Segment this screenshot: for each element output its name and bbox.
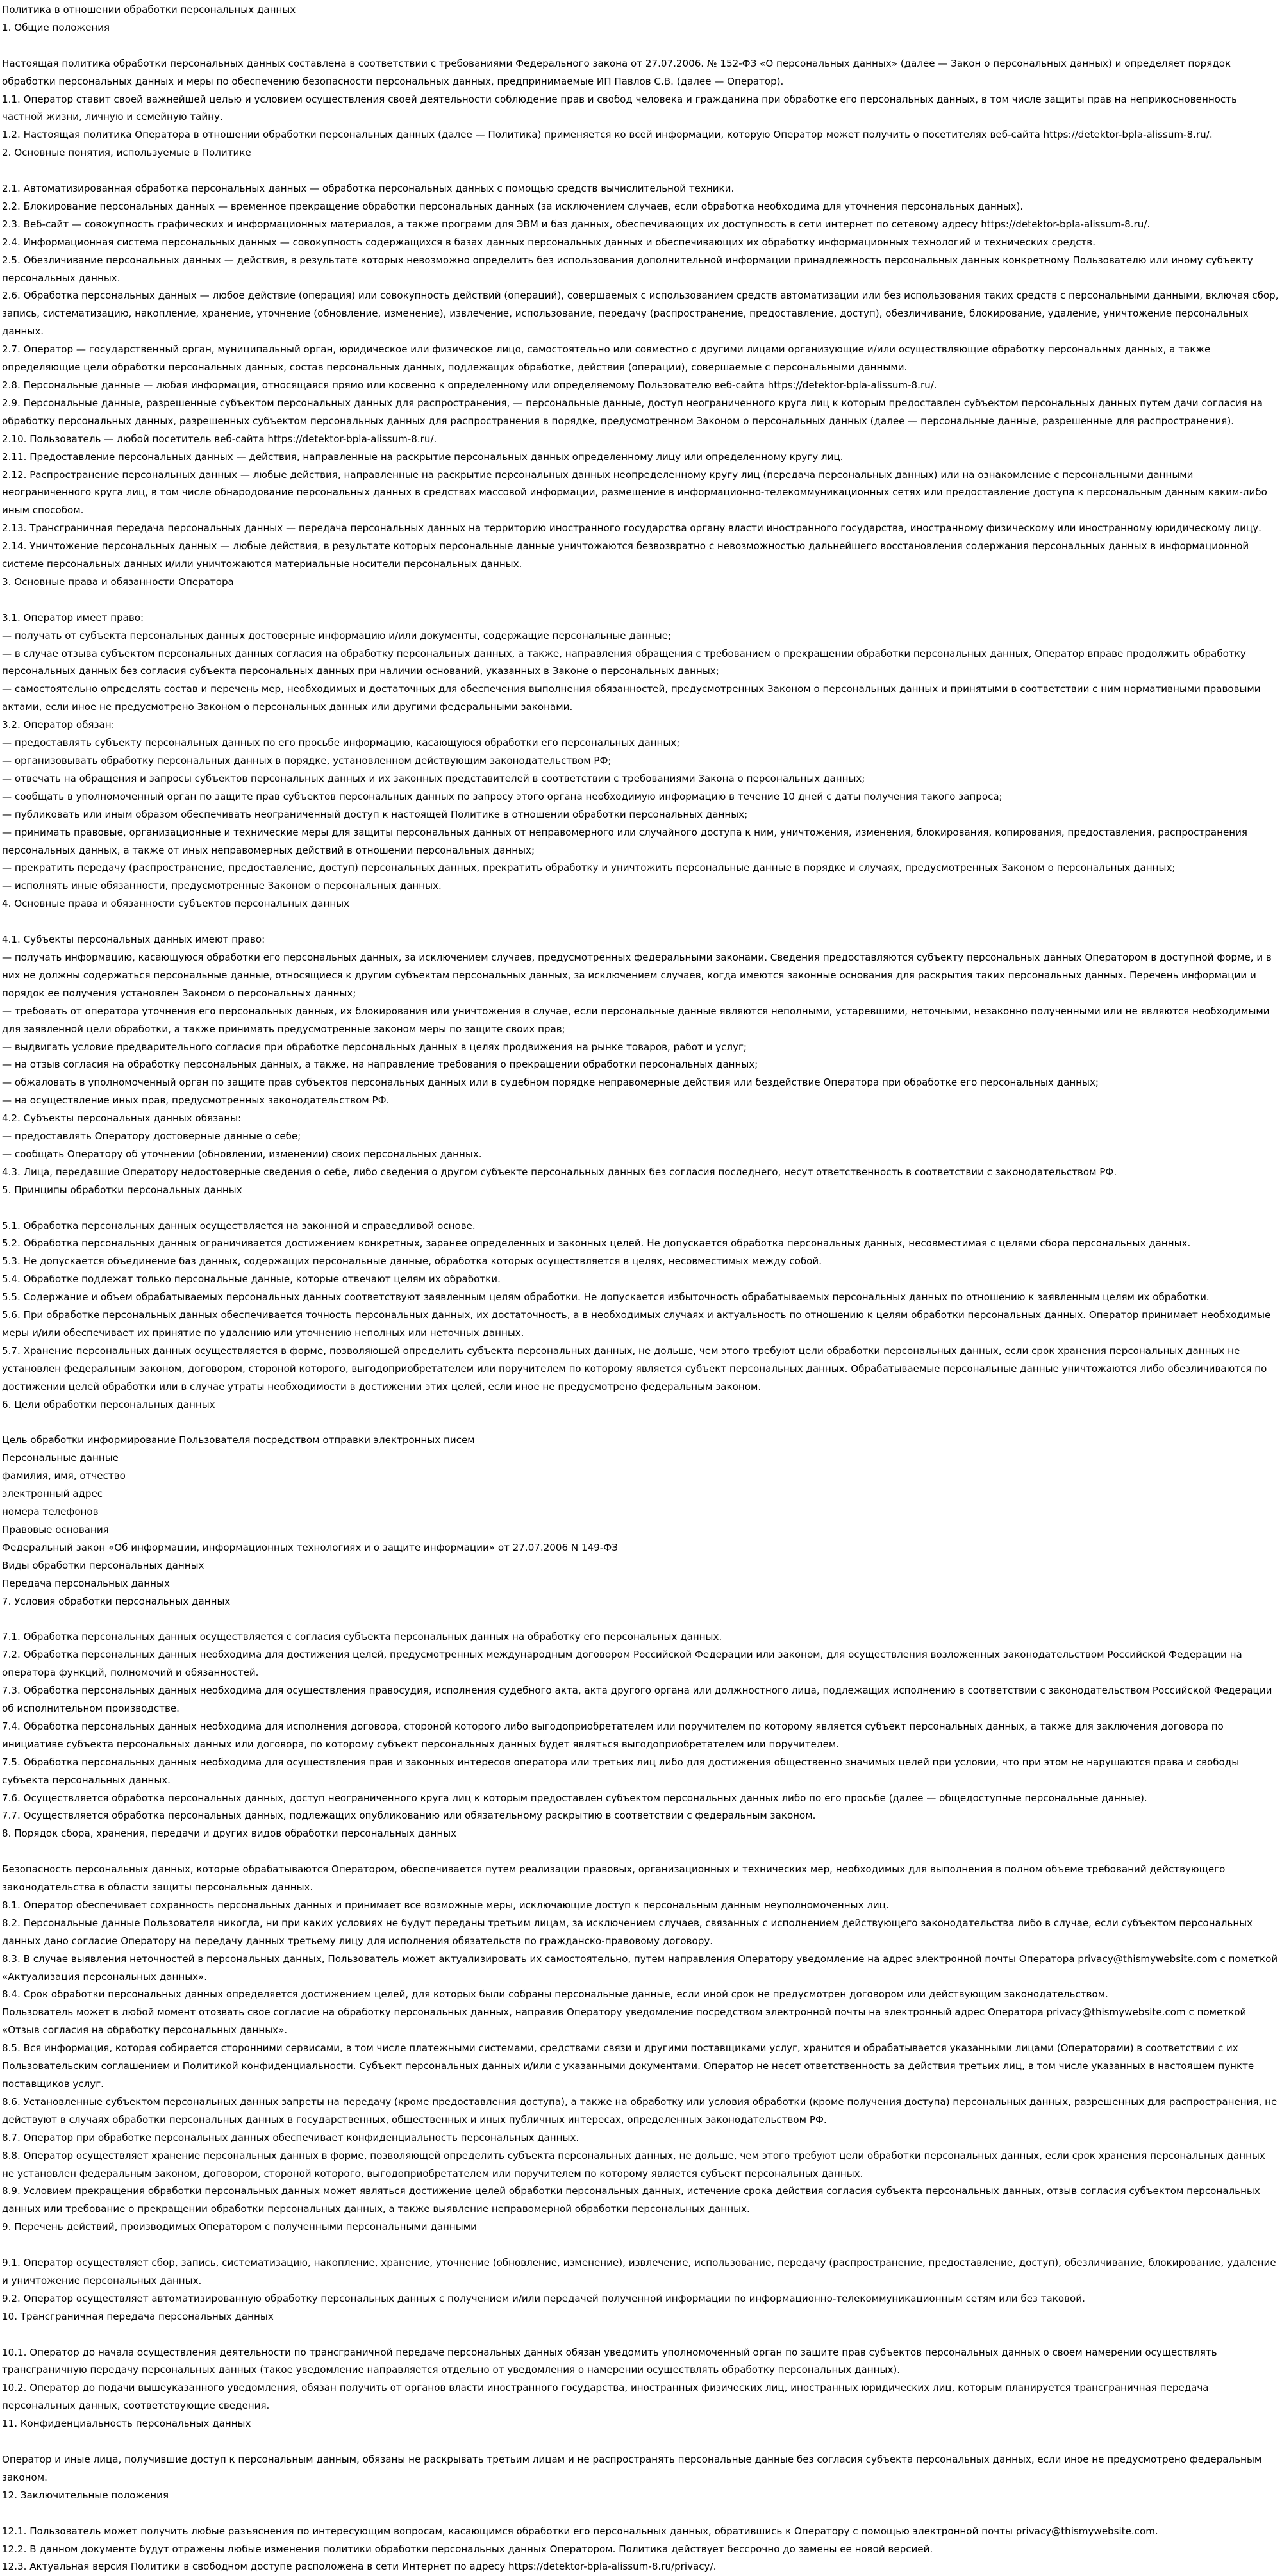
text-line: — сообщать в уполномоченный орган по защите прав субъектов персональных данных по запросу этого органа необходимую информацию в течение 10 дней с даты получения такого запроса; [2, 790, 1003, 802]
text-line: — отвечать на обращения и запросы субъектов персональных данных и их законных представителей в соответствии с требованиями Закона о персональных данных; [2, 772, 865, 784]
text-line: 7.2. Обработка персональных данных необходима для достижения целей, предусмотренных международным договором Российской Федерации или законом, для осуществления возложенных законодательством Российской Федерации на оператора функций, полномочий и обязанностей. [2, 1649, 1242, 1679]
text-line: — требовать от оператора уточнения его персональных данных, их блокирования или уничтожения в случае, если персональные данные являются неполными, устаревшими, неточными, незаконно полученными или не являются необходимыми для заявленной цели обработки, а также принимать предусмотренные законом меры по защите своих прав; [2, 1005, 1270, 1035]
text-line: 5.3. Не допускается объединение баз данных, содержащих персональные данные, обработка которых осуществляется в целях, несовместимых между собой. [2, 1255, 822, 1267]
text-line: — получать от субъекта персональных данных достоверные информацию и/или документы, содержащие персональные данные; [2, 629, 672, 641]
text-line: 5.6. При обработке персональных данных обеспечивается точность персональных данных, их достаточность, а в необходимых случаях и актуальность по отношению к целям обработки персональных данных. Оператор принимает необходимые меры и/или обеспечивает их принятие по удалению или уточнению неполных или неточных данных. [2, 1309, 1271, 1339]
text-line: 3. Основные права и обязанности Оператора [2, 575, 234, 588]
text-line: 8.3. В случае выявления неточностей в персональных данных, Пользователь может актуализировать их самостоятельно, путем направления Оператору уведомление на адрес электронной почты Оператора privacy@thismywebsite.com с пометкой «Актуализация персональных данных». [2, 1953, 1278, 1983]
text-line: — исполнять иные обязанности, предусмотренные Законом о персональных данных. [2, 880, 442, 892]
text-line: 2.3. Веб-сайт — совокупность графических и информационных материалов, а также программ для ЭВМ и баз данных, обеспечивающих их доступность в сети интернет по сетевому адресу https://detektor-bpla-alissum-8.ru/. [2, 218, 1151, 230]
text-line: 4.3. Лица, передавшие Оператору недостоверные сведения о себе, либо сведения о другом субъекте персональных данных без согласия последнего, несут ответственность в соответствии с законодательством РФ. [2, 1166, 1117, 1178]
text-line: 4. Основные права и обязанности субъектов персональных данных [2, 898, 350, 910]
text-line: 8. Порядок сбора, хранения, передачи и других видов обработки персональных данных [2, 1828, 457, 1840]
text-line: 2.12. Распространение персональных данных — любые действия, направленные на раскрытие персональных данных неопределенному кругу лиц (передача персональных данных) или на ознакомление с персональными данными неограниченного круга лиц, в том числе обнародование персональных данных в средствах массовой информации, размещение в информационно-телекоммуникационных сетях или предоставление доступа к персональным данным каким-либо иным способом. [2, 468, 1267, 516]
text-line: 1.2. Настоящая политика Оператора в отношении обработки персональных данных (далее — Политика) применяется ко всей информации, которую Оператор может получить о посетителях веб-сайта https://detektor-bpla-alissum-8.ru/. [2, 129, 1213, 141]
text-line: 7.7. Осуществляется обработка персональных данных, подлежащих опубликованию или обязательному раскрытию в соответствии с федеральным законом. [2, 1810, 816, 1822]
text-line: 1.1. Оператор ставит своей важнейшей целью и условием осуществления своей деятельности соблюдение прав и свобод человека и гражданина при обработке его персональных данных, в том числе защиты прав на неприкосновенность частной жизни, личную и семейную тайну. [2, 93, 1237, 123]
text-line: Пользователь может в любой момент отозвать свое согласие на обработку персональных данных, направив Оператору уведомление посредством электронной почты на электронный адрес Оператора privacy@thismywebsite.com с пометкой «Отзыв согласия на обработку персональных данных». [2, 2006, 1247, 2036]
text-line: 7.3. Обработка персональных данных необходима для осуществления правосудия, исполнения судебного акта, акта другого органа или должностного лица, подлежащих исполнению в соответствии с законодательством Российской Федерации об исполнительном производстве. [2, 1685, 1272, 1714]
text-line: 1. Общие положения [2, 21, 110, 33]
text-line: — выдвигать условие предварительного согласия при обработке персональных данных в целях продвижения на рынке товаров, работ и услуг; [2, 1041, 747, 1053]
text-line: 2.5. Обезличивание персональных данных — действия, в результате которых невозможно определить без использования дополнительной информации принадлежность персональных данных конкретному Пользователю или иному субъекту персональных данных. [2, 254, 1253, 284]
text-line: — прекратить передачу (распространение, предоставление, доступ) персональных данных, прекратить обработку и уничтожить персональные данные в порядке и случаях, предусмотренных Законом о персональных данных; [2, 862, 1176, 874]
text-line: — в случае отзыва субъектом персональных данных согласия на обработку персональных данных, а также, направления обращения с требованием о прекращении обработки персональных данных, Оператор вправе продолжить обработку персональных данных без согласия субъекта персональных данных при наличии оснований, указанных в Законе о персональных данных; [2, 647, 1246, 677]
text-line: 12.1. Пользователь может получить любые разъяснения по интересующим вопросам, касающимся обработки его персональных данных, обратившись к Оператору с помощью электронной почты privacy@thismywebsite.com. [2, 2525, 1158, 2537]
text-line: 5.7. Хранение персональных данных осуществляется в форме, позволяющей определить субъекта персональных данных, не дольше, чем этого требуют цели обработки персональных данных, если срок хранения персональных данных не установлен федеральным законом, договором, стороной которого, выгодоприобретателем или поручителем по которому является субъект персональных данных. Обрабатываемые персональные данные уничтожаются либо обезличиваются по достижении целей обработки или в случае утраты необходимости в достижении этих целей, если иное не предусмотрено федеральным законом. [2, 1344, 1267, 1392]
text-line: 8.9. Условием прекращения обработки персональных данных может являться достижение целей обработки персональных данных, истечение срока действия согласия субъекта персональных данных, отзыв согласия субъектом персональных данных или требование о прекращении обработки персональных данных, а также выявление неправомерной обработки персональных данных. [2, 2185, 1260, 2215]
blank-line [2, 1610, 1279, 1628]
text-line: 7.4. Обработка персональных данных необходима для исполнения договора, стороной которого либо выгодоприобретателем или поручителем по которому является субъект персональных данных, а также для заключения договора по инициативе субъекта персональных данных или договора, по которому субъект персональных данных будет являться выгодоприобретателем или поручителем. [2, 1720, 1224, 1750]
text-line: 7.6. Осуществляется обработка персональных данных, доступ неограниченного круга лиц к которым предоставлен субъектом персональных данных либо по его просьбе (далее — общедоступные персональные данные). [2, 1792, 1147, 1804]
text-line: 2.7. Оператор — государственный орган, муниципальный орган, юридическое или физическое лицо, самостоятельно или совместно с другими лицами организующие и/или осуществляющие обработку персональных данных, а также определяющие цели обработки персональных данных, состав персональных данных, подлежащих обработке, действия (операции), совершаемые с персональными данными. [2, 343, 1211, 374]
text-line: 10. Трансграничная передача персональных данных [2, 2310, 274, 2322]
text-line: 4.1. Субъекты персональных данных имеют право: [2, 934, 265, 946]
text-line: 8.2. Персональные данные Пользователя никогда, ни при каких условиях не будут переданы третьим лицам, за исключением случаев, связанных с исполнением действующего законодательства либо в случае, если субъектом персональных данных дано согласие Оператору на передачу данных третьему лицу для исполнения обязательств по гражданско-правовому договору. [2, 1917, 1253, 1947]
text-line: 8.8. Оператор осуществляет хранение персональных данных в форме, позволяющей определить субъекта персональных данных, не дольше, чем этого требуют цели обработки персональных данных, если срок хранения персональных данных не установлен федеральным законом, договором, стороной которого, выгодоприобретателем или поручителем по которому является субъект персональных данных. [2, 2149, 1265, 2179]
text-line: электронный адрес [2, 1488, 103, 1500]
text-line: Оператор и иные лица, получившие доступ к персональным данным, обязаны не раскрывать третьим лицам и не распространять персональные данные без согласия субъекта персональных данных, если иное не предусмотрено федеральным законом. [2, 2453, 1262, 2483]
text-line: номера телефонов [2, 1506, 99, 1518]
text-line: — публиковать или иным образом обеспечивать неограниченный доступ к настоящей Политике в отношении обработки персональных данных; [2, 808, 748, 820]
text-line: Настоящая политика обработки персональных данных составлена в соответствии с требованиями Федерального закона от 27.07.2006. № 152-ФЗ «О персональных данных» (далее — Закон о персональных данных) и определяет порядок обработки персональных данных и меры по обеспечению безопасности персональных данных, предпринимаемые ИП Павлов С.В. (далее — Оператор). [2, 57, 1231, 87]
blank-line [2, 162, 1279, 180]
text-line: Передача персональных данных [2, 1577, 170, 1589]
text-line: 2. Основные понятия, используемые в Политике [2, 147, 251, 159]
text-line: 4.2. Субъекты персональных данных обязаны: [2, 1112, 242, 1125]
text-line: Федеральный закон «Об информации, информационных технологиях и о защите информации» от 27.07.2006 N 149-ФЗ [2, 1541, 618, 1553]
text-line: — самостоятельно определять состав и перечень мер, необходимых и достаточных для обеспечения выполнения обязанностей, предусмотренных Законом о персональных данных и принятыми в соответствии с ним нормативными правовыми актами, если иное не предусмотрено Законом о персональных данных или другими федеральными законами. [2, 683, 1261, 713]
text-line: — принимать правовые, организационные и технические меры для защиты персональных данных от неправомерного или случайного доступа к ним, уничтожения, изменения, блокирования, копирования, предоставления, распространения персональных данных, а также от иных неправомерных действий в отношении персональных данных; [2, 826, 1247, 856]
text-line: 6. Цели обработки персональных данных [2, 1398, 215, 1410]
text-line: — организовывать обработку персональных данных в порядке, установленном действующим законодательством РФ; [2, 755, 612, 767]
text-line: 2.6. Обработка персональных данных — любое действие (операция) или совокупность действий (операций), совершаемых с использованием средств автоматизации или без использования таких средств с персональными данными, включая сбор, запись, систематизацию, накопление, хранение, уточнение (обновление, изменение), извлечение, использование, передачу (распространение, предоставление, доступ), обезличивание, блокирование, удаление, уничтожение персональных данных. [2, 290, 1279, 338]
text-line: 5.4. Обработке подлежат только персональные данные, которые отвечают целям их обработки. [2, 1273, 501, 1285]
text-line: 7. Условия обработки персональных данных [2, 1595, 231, 1607]
text-line: 2.4. Информационная система персональных данных — совокупность содержащихся в базах данных персональных данных и обеспечивающих их обработку информационных технологий и технических средств. [2, 236, 1095, 248]
blank-line [2, 1414, 1279, 1432]
blank-line [2, 2236, 1279, 2254]
text-line: 2.9. Персональные данные, разрешенные субъектом персональных данных для распространения, — персональные данные, доступ неограниченного круга лиц к которым предоставлен субъектом персональных данных путем дачи согласия на обработку персональных данных, разрешенных субъектом персональных данных для распространения в порядке, предусмотренном Законом о персональных данных (далее — персональные данные, разрешенные для распространения). [2, 397, 1263, 427]
text-line: 2.1. Автоматизированная обработка персональных данных — обработка персональных данных с помощью средств вычислительной техники. [2, 183, 735, 195]
text-line: 2.14. Уничтожение персональных данных — любые действия, в результате которых персональные данные уничтожаются безвозвратно с невозможностью дальнейшего восстановления содержания персональных данных в информационной системе персональных данных и/или уничтожаются материальные носители персональных данных. [2, 540, 1249, 570]
text-line: 12.3. Актуальная версия Политики в свободном доступе расположена в сети Интернет по адресу https://detektor-bpla-alissum-8.ru/privacy/. [2, 2561, 717, 2573]
text-line: 10.2. Оператор до подачи вышеуказанного уведомления, обязан получить от органов власти иностранного государства, иностранных физических лиц, иностранных юридических лиц, которым планируется трансграничная передача персональных данных, соответствующие сведения. [2, 2382, 1209, 2412]
text-line: 8.1. Оператор обеспечивает сохранность персональных данных и принимает все возможные меры, исключающие доступ к персональным данным неуполномоченных лиц. [2, 1899, 889, 1911]
blank-line [2, 2433, 1279, 2451]
text-line: 8.6. Установленные субъектом персональных данных запреты на передачу (кроме предоставления доступа), а также на обработку или условия обработки (кроме получения доступа) персональных данных, разрешенных для распространения, не действуют в случаях обработки персональных данных в государственных, общественных и иных публичных интересах, определенных законодательством РФ. [2, 2095, 1278, 2126]
text-line: фамилия, имя, отчество [2, 1470, 126, 1482]
text-line: — сообщать Оператору об уточнении (обновлении, изменении) своих персональных данных. [2, 1148, 482, 1160]
text-line: 2.11. Предоставление персональных данных — действия, направленные на раскрытие персональных данных определенному лицу или определенному кругу лиц. [2, 450, 844, 463]
text-line: 5.5. Содержание и объем обрабатываемых персональных данных соответствуют заявленным целям обработки. Не допускается избыточность обрабатываемых персональных данных по отношению к заявленным целям их обработки. [2, 1291, 1210, 1303]
text-line: — обжаловать в уполномоченный орган по защите прав субъектов персональных данных или в судебном порядке неправомерные действия или бездействие Оператора при обработке его персональных данных; [2, 1077, 1099, 1089]
text-line: Виды обработки персональных данных [2, 1559, 204, 1571]
text-line: Безопасность персональных данных, которые обрабатываются Оператором, обеспечивается путем реализации правовых, организационных и технических мер, необходимых для выполнения в полном объеме требований действующего законодательства в области защиты персональных данных. [2, 1863, 1226, 1894]
text-line: 2.2. Блокирование персональных данных — временное прекращение обработки персональных данных (за исключением случаев, если обработка необходима для уточнения персональных данных). [2, 200, 1024, 212]
text-line: 2.8. Персональные данные — любая информация, относящаяся прямо или косвенно к определенному или определяемому Пользователю веб-сайта https://detektor-bpla-alissum-8.ru/. [2, 379, 937, 391]
text-line: 10.1. Оператор до начала осуществления деятельности по трансграничной передаче персональных данных обязан уведомить уполномоченный орган по защите прав субъектов персональных данных о своем намерении осуществлять трансграничную передачу персональных данных (такое уведомление направляется отдельно от уведомления о намерении осуществлять обработку персональных данных). [2, 2346, 1217, 2376]
blank-line [2, 913, 1279, 931]
text-line: 5. Принципы обработки персональных данных [2, 1184, 242, 1196]
text-line: Правовые основания [2, 1523, 109, 1535]
text-line: 12.2. В данном документе будут отражены любые изменения политики обработки персональных данных Оператором. Политика действует бессрочно до замены ее новой версией. [2, 2543, 933, 2555]
policy-document [2, 1, 1279, 2576]
text-line: 11. Конфиденциальность персональных данных [2, 2418, 251, 2430]
text-line: 8.7. Оператор при обработке персональных данных обеспечивает конфиденциальность персональных данных. [2, 2131, 579, 2143]
blank-line [2, 2326, 1279, 2344]
text-line: 12. Заключительные положения [2, 2489, 169, 2501]
text-line: 9.1. Оператор осуществляет сбор, запись, систематизацию, накопление, хранение, уточнение (обновление, изменение), извлечение, использование, передачу (распространение, предоставление, доступ), обезличивание, блокирование, удаление и уничтожение персональных данных. [2, 2257, 1276, 2286]
blank-line [2, 37, 1279, 55]
text-line: 5.2. Обработка персональных данных ограничивается достижением конкретных, заранее определенных и законных целей. Не допускается обработка персональных данных, несовместимая с целями сбора персональных данных. [2, 1237, 1191, 1250]
blank-line [2, 1200, 1279, 1218]
text-line: 5.1. Обработка персональных данных осуществляется на законной и справедливой основе. [2, 1219, 476, 1232]
blank-line [2, 591, 1279, 609]
text-line: 2.13. Трансграничная передача персональных данных — передача персональных данных на территорию иностранного государства органу власти иностранного государства, иностранному физическому или иностранному юридическому лицу. [2, 522, 1261, 534]
text-line: 3.2. Оператор обязан: [2, 719, 115, 731]
text-line: Политика в отношении обработки персональных данных [2, 4, 296, 15]
text-line: 7.1. Обработка персональных данных осуществляется с согласия субъекта персональных данных на обработку его персональных данных. [2, 1631, 722, 1643]
text-line: 9. Перечень действий, производимых Оператором с полученными персональными данными [2, 2221, 477, 2233]
text-line: — получать информацию, касающуюся обработки его персональных данных, за исключением случаев, предусмотренных федеральными законами. Сведения предоставляются субъекту персональных данных Оператором в доступной форме, и в них не должны содержаться персональные данные, относящиеся к другим субъектам персональных данных, за исключением случаев, когда имеются законные основания для раскрытия таких персональных данных. Перечень информации и порядок ее получения установлен Законом о персональных данных; [2, 951, 1272, 999]
blank-line [2, 1843, 1279, 1861]
text-line: 8.4. Срок обработки персональных данных определяется достижением целей, для которых были собраны персональные данные, если иной срок не предусмотрен договором или действующим законодательством. [2, 1988, 1108, 2001]
text-line: — предоставлять субъекту персональных данных по его просьбе информацию, касающуюся обработки его персональных данных; [2, 737, 680, 749]
text-line: 7.5. Обработка персональных данных необходима для осуществления прав и законных интересов оператора или третьих лиц либо для достижения общественно значимых целей при условии, что при этом не нарушаются права и свободы субъекта персональных данных. [2, 1756, 1240, 1786]
text-line: — на осуществление иных прав, предусмотренных законодательством РФ. [2, 1094, 390, 1107]
blank-line [2, 2505, 1279, 2523]
text-line: — предоставлять Оператору достоверные данные о себе; [2, 1130, 301, 1143]
text-line: Персональные данные [2, 1452, 119, 1464]
text-line: Цель обработки информирование Пользователя посредством отправки электронных писем [2, 1434, 475, 1446]
text-line: 9.2. Оператор осуществляет автоматизированную обработку персональных данных с получением и/или передачей полученной информации по информационно-телекоммуникационным сетям или без таковой. [2, 2292, 1085, 2304]
text-line: 3.1. Оператор имеет право: [2, 611, 144, 623]
text-line: — на отзыв согласия на обработку персональных данных, а также, на направление требования о прекращении обработки персональных данных; [2, 1059, 758, 1071]
text-line: 8.5. Вся информация, которая собирается сторонними сервисами, в том числе платежными системами, средствами связи и другими поставщиками услуг, хранится и обрабатывается указанными лицами (Операторами) в соответствии с их Пользовательским соглашением и Политикой конфиденциальности. Субъект персональных данных и/или с указанными документами. Оператор не несет ответственность за действия третьих лиц, в том числе указанных в настоящем пункте поставщиков услуг. [2, 2042, 1254, 2090]
text-line: 2.10. Пользователь — любой посетитель веб-сайта https://detektor-bpla-alissum-8.ru/. [2, 433, 437, 445]
